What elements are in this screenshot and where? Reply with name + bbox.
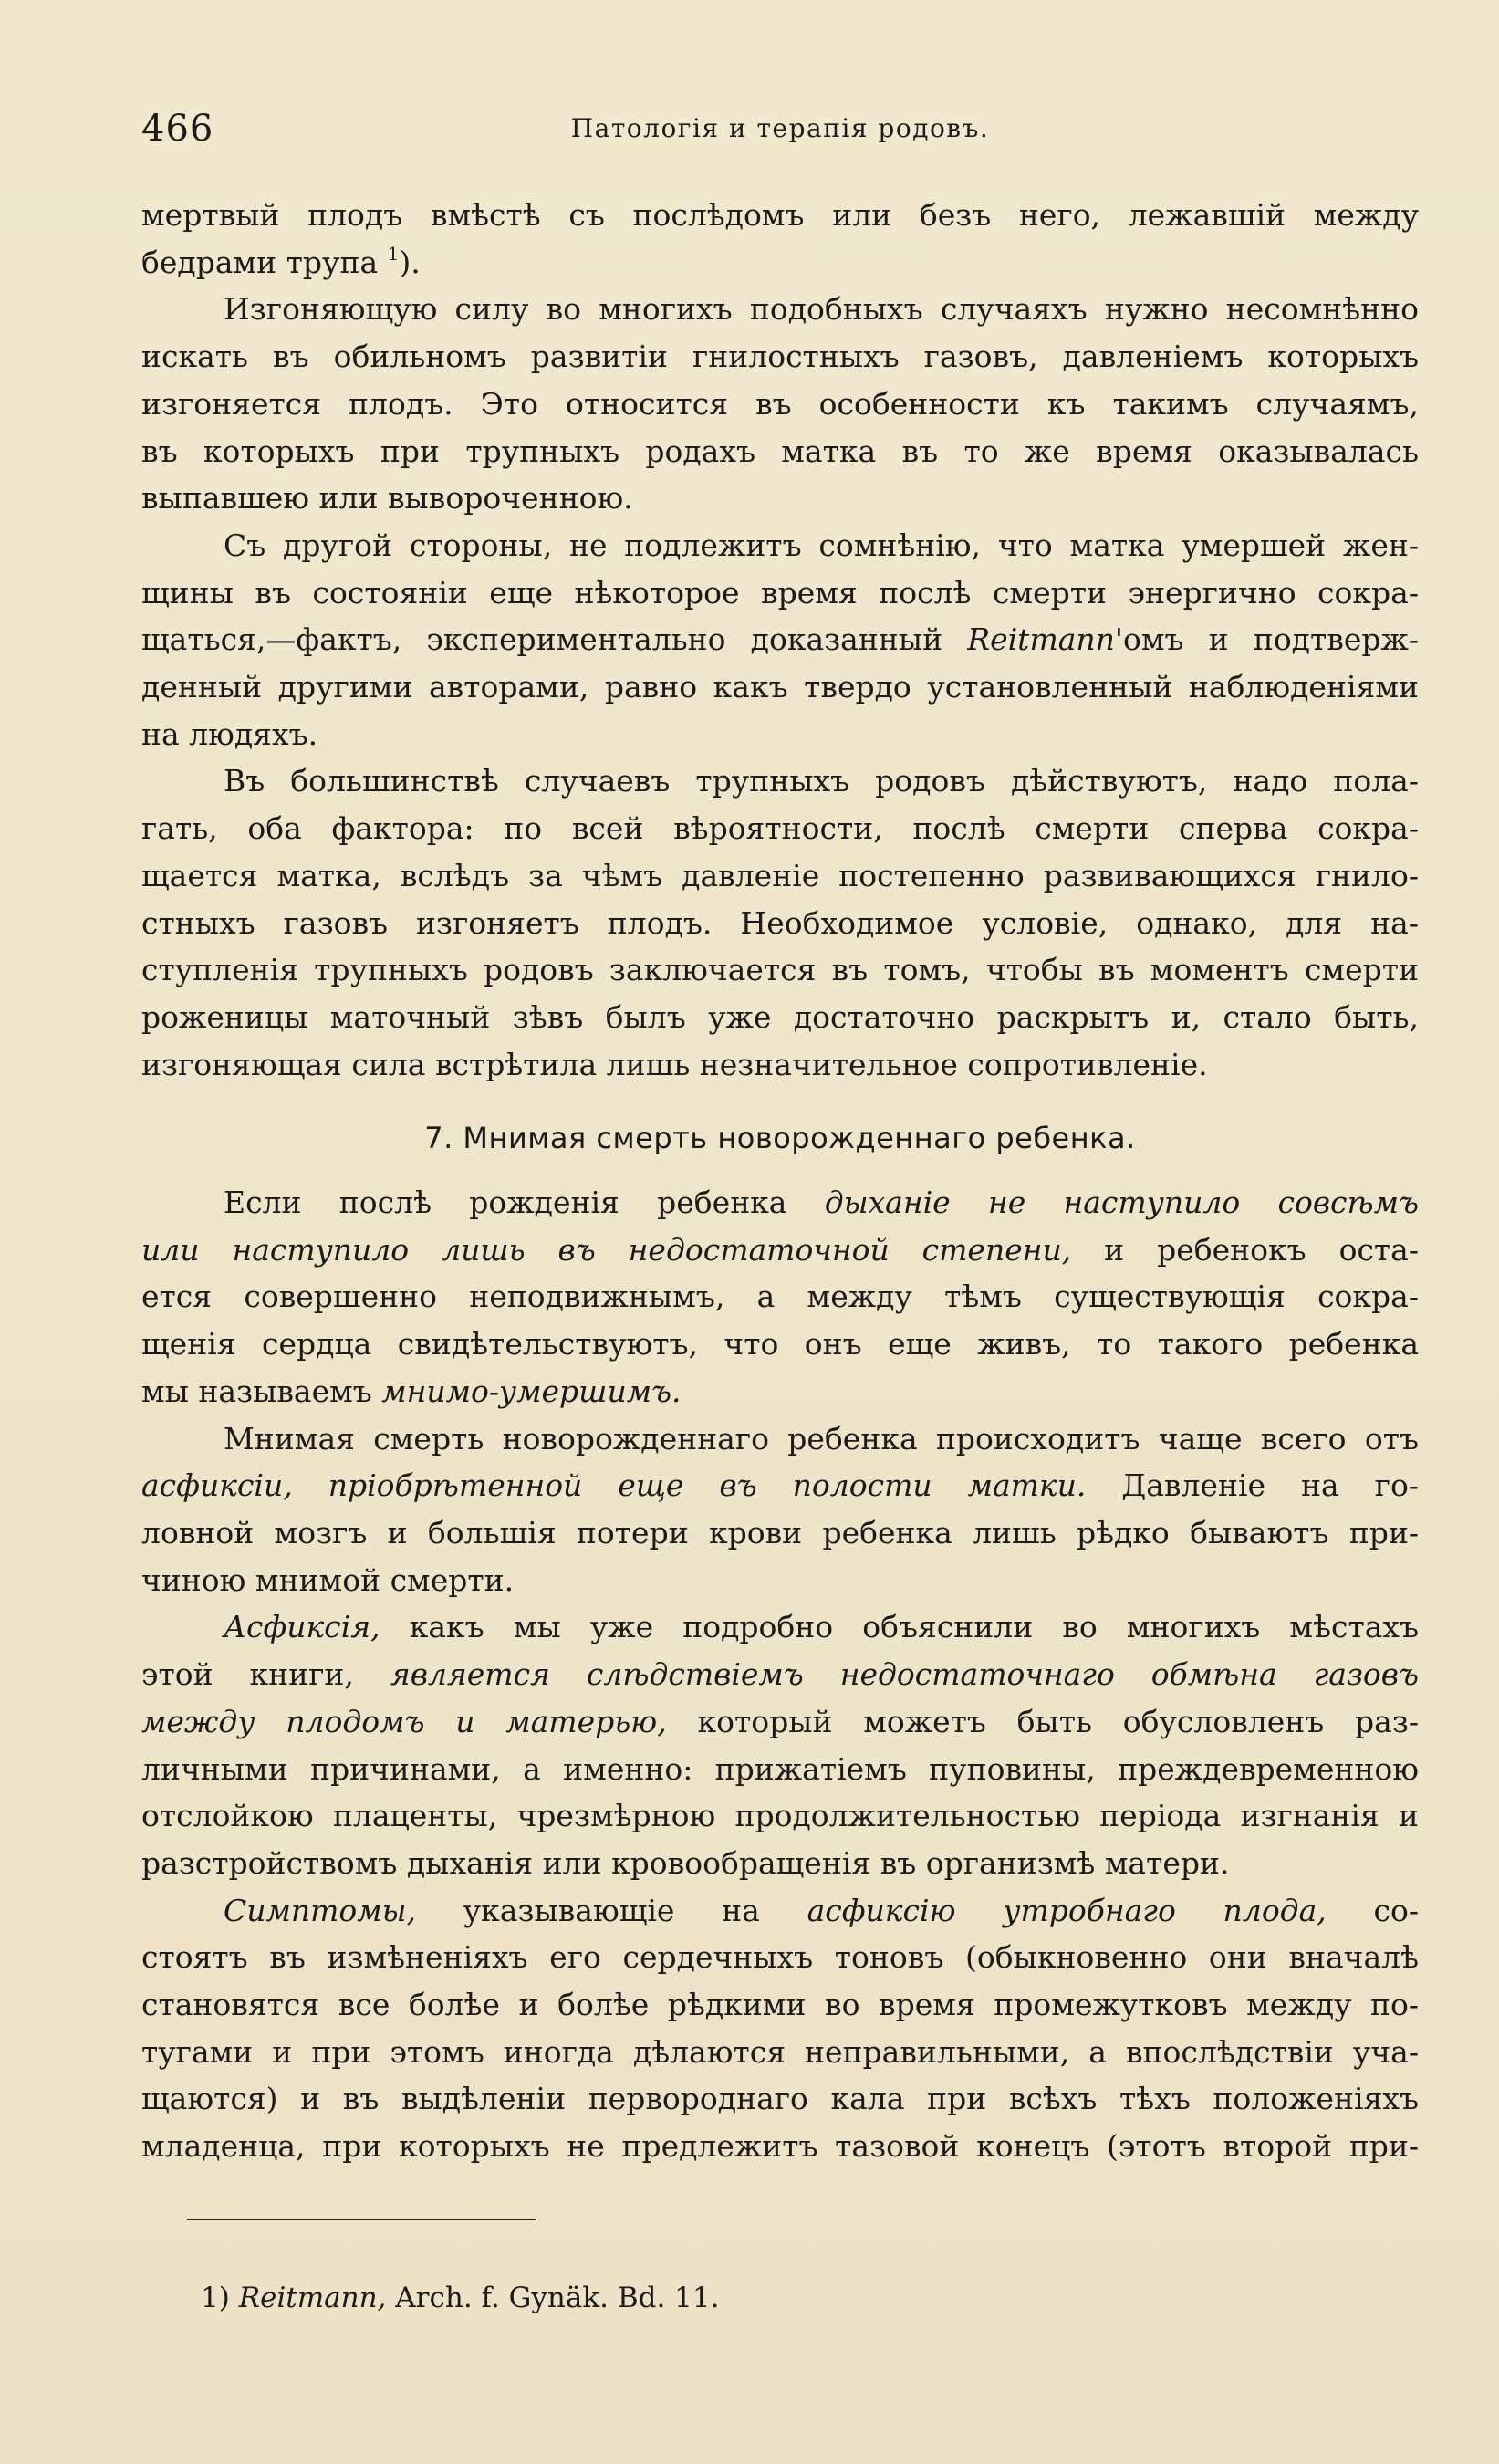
text-line: роженицы маточный зѣвъ былъ уже достаточно раскрытъ и, стало быть, xyxy=(141,998,1419,1035)
footnote-ref[interactable]: 1 xyxy=(387,242,400,265)
text-run: который можетъ быть обусловленъ раз- xyxy=(666,1703,1419,1739)
text-line: изгоняющая сила встрѣтила лишь незначительное сопротивленіе. xyxy=(141,1046,1208,1082)
running-head xyxy=(141,108,1419,162)
emphasis: асфиксію утробнаго плода, xyxy=(807,1892,1327,1928)
paragraph xyxy=(141,757,1419,1088)
text-line: отслойкою плаценты, чрезмѣрною продолжительностью періода изгнанія и xyxy=(141,1798,1419,1834)
text-line xyxy=(141,1603,1419,1651)
text-run: омъ и подтверж- xyxy=(1123,621,1420,658)
text-line: щенія сердца свидѣтельствуютъ, что онъ еще живъ, то такого ребенка xyxy=(141,1326,1419,1363)
paragraph xyxy=(141,1415,1419,1604)
text-line: щаются) и въ выдѣленіи первороднаго кала при всѣхъ тѣхъ положеніяхъ xyxy=(141,2081,1419,2117)
author-name: Reitmann' xyxy=(967,621,1123,658)
emphasis: Асфиксія, xyxy=(224,1609,380,1645)
text-line xyxy=(141,1179,1419,1227)
text-line: денный другими авторами, равно какъ твердо установленный наблюденіями xyxy=(141,669,1419,705)
emphasis: между плодомъ и матерью, xyxy=(141,1703,667,1739)
emphasis: Симптомы, xyxy=(224,1892,417,1928)
text-line: чиною мнимой смерти. xyxy=(141,1561,515,1598)
text-line: въ которыхъ при трупныхъ родахъ матка въ то же время оказывалась xyxy=(141,433,1419,469)
text-line: Съ другой стороны, не подлежитъ сомнѣнію, что матка умершей жен- xyxy=(224,527,1419,563)
text-line: ловной мозгъ и большія потери крови ребенка лишь рѣдко бываютъ при- xyxy=(141,1514,1419,1550)
text-line xyxy=(141,1651,1419,1698)
text-line: на людяхъ. xyxy=(141,715,318,752)
text-run: и ребенокъ оста- xyxy=(1071,1231,1420,1268)
section-heading: 7. Мнимая смерть новорожденнаго ребенка. xyxy=(424,1121,1136,1156)
emphasis: дыханіе не наступило совсѣмъ xyxy=(824,1185,1420,1221)
footnote-author: Reitmann, xyxy=(238,2281,387,2314)
emphasis: или наступило лишь въ недостаточной степени, xyxy=(141,1231,1072,1268)
emphasis: мнимо-умершимъ. xyxy=(381,1373,682,1409)
text-run: указывающіе на xyxy=(416,1892,807,1928)
emphasis: асфиксіи, пріобрѣтенной еще въ полости матки. xyxy=(141,1467,1087,1504)
text-run: Давленіе на го- xyxy=(1086,1467,1419,1504)
paragraph xyxy=(141,1179,1419,1415)
emphasis: является слѣдствіемъ недостаточнаго обмѣна газовъ xyxy=(390,1656,1420,1693)
text-run: со- xyxy=(1326,1892,1419,1928)
page-body xyxy=(141,192,1419,2170)
text-line: личными причинами, а именно: прижатіемъ пуповины, преждевременною xyxy=(141,1750,1419,1787)
footnote-mark: 1) xyxy=(201,2281,230,2314)
running-head-title: Патологія и терапія родовъ. xyxy=(570,113,990,143)
footnote-divider xyxy=(187,2219,536,2220)
text-run: бедрами трупа xyxy=(141,244,379,280)
text-line: ступленія трупныхъ родовъ заключается въ томъ, чтобы въ моментъ смерти xyxy=(141,952,1419,988)
text-run: ). xyxy=(399,244,421,280)
text-line: мертвый плодъ вмѣстѣ съ послѣдомъ или безъ него, лежавшій между xyxy=(141,197,1419,233)
text-line xyxy=(141,1887,1419,1935)
text-line: Въ большинствѣ случаевъ трупныхъ родовъ дѣйствуютъ, надо пола- xyxy=(224,763,1419,799)
text-line xyxy=(141,1462,1419,1509)
text-line: становятся все болѣе и болѣе рѣдкими во время промежутковъ между по- xyxy=(141,1987,1419,2023)
footnote xyxy=(201,2281,719,2314)
text-line: изгоняется плодъ. Это относится въ особенности къ такимъ случаямъ, xyxy=(141,385,1419,422)
text-line: Изгоняющую силу во многихъ подобныхъ случаяхъ нужно несомнѣнно xyxy=(224,291,1419,328)
paragraph-continuation xyxy=(141,192,1419,286)
text-line xyxy=(141,1698,1419,1746)
text-line: выпавшею или вывороченною. xyxy=(141,480,633,517)
text-line xyxy=(141,616,1419,663)
text-line: щается матка, вслѣдъ за чѣмъ давленіе постепенно развивающихся гнило- xyxy=(141,857,1419,893)
text-line: искать въ обильномъ развитіи гнилостныхъ газовъ, давленіемъ которыхъ xyxy=(141,339,1419,375)
text-line: младенца, при которыхъ не предлежитъ тазовой конецъ (этотъ второй при- xyxy=(141,2128,1419,2165)
text-line: стоятъ въ измѣненіяхъ его сердечныхъ тоновъ (обыкновенно они вначалѣ xyxy=(141,1939,1419,1976)
text-run: какъ мы уже подробно объяснили во многихъ мѣстахъ xyxy=(380,1609,1419,1645)
text-line: стныхъ газовъ изгоняетъ плодъ. Необходимое условіе, однако, для на- xyxy=(141,904,1419,941)
text-line: разстройствомъ дыханія или кровообращенія въ организмѣ матери. xyxy=(141,1844,1230,1881)
text-line xyxy=(141,1227,1419,1274)
paragraph xyxy=(141,1603,1419,1886)
text-run: щаться,—фактъ, экспериментально доказанный xyxy=(141,621,968,658)
text-line: гать, оба фактора: по всей вѣроятности, послѣ смерти сперва сокра- xyxy=(141,810,1419,847)
text-line: щины въ состояніи еще нѣкоторое время послѣ смерти энергично сокра- xyxy=(141,574,1419,611)
paragraph xyxy=(141,286,1419,522)
page-number: 466 xyxy=(141,108,214,150)
text-line: ется совершенно неподвижнымъ, а между тѣмъ существующія сокра- xyxy=(141,1279,1419,1315)
text-run: Если послѣ рожденія ребенка xyxy=(224,1185,825,1221)
footnote-text: Arch. f. Gynäk. Bd. 11. xyxy=(395,2281,720,2314)
text-line: Мнимая смерть новорожденнаго ребенка происходитъ чаще всего отъ xyxy=(224,1420,1419,1456)
text-run: этой книги, xyxy=(141,1656,390,1693)
paragraph xyxy=(141,522,1419,758)
text-line xyxy=(141,1368,1419,1415)
text-run: мы называемъ xyxy=(141,1373,382,1409)
text-line: тугами и при этомъ иногда дѣлаются неправильными, а впослѣдствіи уча- xyxy=(141,2033,1419,2070)
paragraph xyxy=(141,1887,1419,2170)
text-line xyxy=(141,239,1419,287)
